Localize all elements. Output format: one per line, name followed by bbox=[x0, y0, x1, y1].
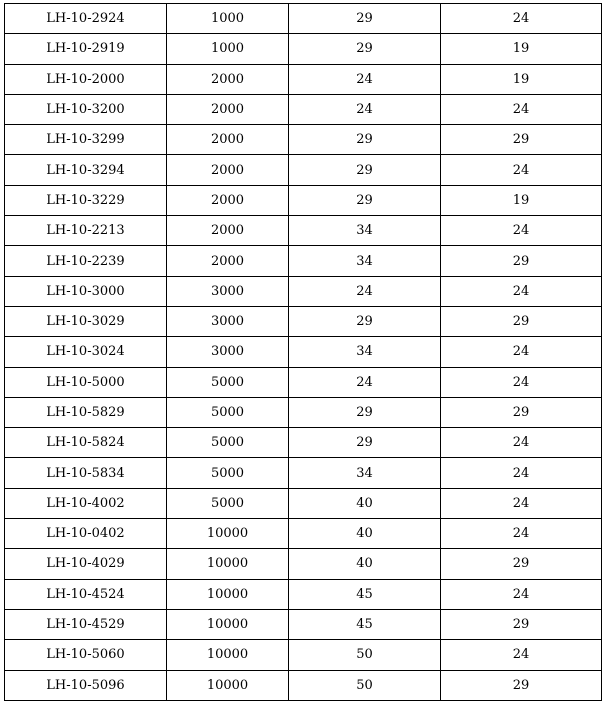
model-cell: LH-10-5096 bbox=[5, 670, 167, 700]
value-a-cell: 2000 bbox=[167, 246, 289, 276]
value-c-cell: 19 bbox=[441, 185, 602, 215]
value-a-cell: 5000 bbox=[167, 458, 289, 488]
value-b-cell: 24 bbox=[289, 367, 441, 397]
table-row bbox=[5, 670, 602, 700]
value-a-cell: 5000 bbox=[167, 488, 289, 518]
value-c-cell: 24 bbox=[441, 367, 602, 397]
value-c-cell: 24 bbox=[441, 428, 602, 458]
value-a-cell: 2000 bbox=[167, 155, 289, 185]
table-row bbox=[5, 4, 602, 34]
table-row bbox=[5, 397, 602, 427]
table-row bbox=[5, 549, 602, 579]
table-row bbox=[5, 246, 602, 276]
value-c-cell: 24 bbox=[441, 4, 602, 34]
value-c-cell: 19 bbox=[441, 64, 602, 94]
value-a-cell: 3000 bbox=[167, 276, 289, 306]
value-b-cell: 24 bbox=[289, 64, 441, 94]
value-a-cell: 5000 bbox=[167, 397, 289, 427]
value-c-cell: 24 bbox=[441, 519, 602, 549]
model-cell: LH-10-3029 bbox=[5, 306, 167, 336]
spec-table bbox=[4, 3, 602, 701]
value-b-cell: 24 bbox=[289, 94, 441, 124]
model-cell: LH-10-3294 bbox=[5, 155, 167, 185]
value-a-cell: 10000 bbox=[167, 549, 289, 579]
model-cell: LH-10-5060 bbox=[5, 640, 167, 670]
value-a-cell: 10000 bbox=[167, 579, 289, 609]
value-b-cell: 40 bbox=[289, 519, 441, 549]
value-c-cell: 29 bbox=[441, 306, 602, 336]
model-cell: LH-10-2239 bbox=[5, 246, 167, 276]
value-a-cell: 2000 bbox=[167, 185, 289, 215]
value-b-cell: 29 bbox=[289, 125, 441, 155]
table-row bbox=[5, 579, 602, 609]
model-cell: LH-10-4029 bbox=[5, 549, 167, 579]
value-c-cell: 29 bbox=[441, 125, 602, 155]
model-cell: LH-10-5000 bbox=[5, 367, 167, 397]
value-a-cell: 2000 bbox=[167, 125, 289, 155]
value-b-cell: 29 bbox=[289, 428, 441, 458]
table-row bbox=[5, 306, 602, 336]
spec-table-container bbox=[4, 3, 602, 701]
model-cell: LH-10-0402 bbox=[5, 519, 167, 549]
value-a-cell: 2000 bbox=[167, 216, 289, 246]
value-c-cell: 24 bbox=[441, 155, 602, 185]
value-c-cell: 24 bbox=[441, 337, 602, 367]
model-cell: LH-10-3000 bbox=[5, 276, 167, 306]
value-b-cell: 34 bbox=[289, 458, 441, 488]
value-a-cell: 2000 bbox=[167, 64, 289, 94]
model-cell: LH-10-4529 bbox=[5, 609, 167, 639]
table-row bbox=[5, 367, 602, 397]
value-b-cell: 29 bbox=[289, 306, 441, 336]
table-row bbox=[5, 428, 602, 458]
value-a-cell: 3000 bbox=[167, 337, 289, 367]
value-a-cell: 2000 bbox=[167, 94, 289, 124]
value-a-cell: 3000 bbox=[167, 306, 289, 336]
model-cell: LH-10-3299 bbox=[5, 125, 167, 155]
value-a-cell: 10000 bbox=[167, 640, 289, 670]
value-b-cell: 29 bbox=[289, 4, 441, 34]
value-c-cell: 24 bbox=[441, 640, 602, 670]
model-cell: LH-10-3200 bbox=[5, 94, 167, 124]
model-cell: LH-10-3024 bbox=[5, 337, 167, 367]
value-c-cell: 24 bbox=[441, 579, 602, 609]
table-row bbox=[5, 216, 602, 246]
value-a-cell: 5000 bbox=[167, 367, 289, 397]
value-c-cell: 24 bbox=[441, 94, 602, 124]
table-row bbox=[5, 640, 602, 670]
model-cell: LH-10-5834 bbox=[5, 458, 167, 488]
value-b-cell: 29 bbox=[289, 397, 441, 427]
table-row bbox=[5, 276, 602, 306]
value-b-cell: 34 bbox=[289, 337, 441, 367]
model-cell: LH-10-4524 bbox=[5, 579, 167, 609]
model-cell: LH-10-5829 bbox=[5, 397, 167, 427]
value-b-cell: 45 bbox=[289, 609, 441, 639]
value-c-cell: 24 bbox=[441, 458, 602, 488]
value-a-cell: 10000 bbox=[167, 519, 289, 549]
value-c-cell: 29 bbox=[441, 246, 602, 276]
value-a-cell: 5000 bbox=[167, 428, 289, 458]
model-cell: LH-10-4002 bbox=[5, 488, 167, 518]
model-cell: LH-10-2000 bbox=[5, 64, 167, 94]
value-b-cell: 29 bbox=[289, 155, 441, 185]
value-b-cell: 29 bbox=[289, 185, 441, 215]
table-row bbox=[5, 94, 602, 124]
value-b-cell: 40 bbox=[289, 549, 441, 579]
value-c-cell: 24 bbox=[441, 216, 602, 246]
model-cell: LH-10-2213 bbox=[5, 216, 167, 246]
model-cell: LH-10-2924 bbox=[5, 4, 167, 34]
value-a-cell: 10000 bbox=[167, 609, 289, 639]
value-c-cell: 29 bbox=[441, 549, 602, 579]
value-b-cell: 24 bbox=[289, 276, 441, 306]
value-c-cell: 29 bbox=[441, 609, 602, 639]
value-b-cell: 40 bbox=[289, 488, 441, 518]
table-row bbox=[5, 185, 602, 215]
value-c-cell: 19 bbox=[441, 34, 602, 64]
table-row bbox=[5, 488, 602, 518]
value-c-cell: 24 bbox=[441, 276, 602, 306]
table-row bbox=[5, 155, 602, 185]
table-row bbox=[5, 125, 602, 155]
value-b-cell: 45 bbox=[289, 579, 441, 609]
spec-table-body bbox=[5, 4, 602, 701]
table-row bbox=[5, 337, 602, 367]
model-cell: LH-10-5824 bbox=[5, 428, 167, 458]
table-row bbox=[5, 34, 602, 64]
value-b-cell: 29 bbox=[289, 34, 441, 64]
value-c-cell: 29 bbox=[441, 670, 602, 700]
model-cell: LH-10-2919 bbox=[5, 34, 167, 64]
value-a-cell: 1000 bbox=[167, 4, 289, 34]
value-c-cell: 29 bbox=[441, 397, 602, 427]
model-cell: LH-10-3229 bbox=[5, 185, 167, 215]
table-row bbox=[5, 458, 602, 488]
value-b-cell: 50 bbox=[289, 670, 441, 700]
value-b-cell: 34 bbox=[289, 246, 441, 276]
value-b-cell: 34 bbox=[289, 216, 441, 246]
table-row bbox=[5, 519, 602, 549]
value-a-cell: 1000 bbox=[167, 34, 289, 64]
table-row bbox=[5, 609, 602, 639]
table-row bbox=[5, 64, 602, 94]
value-a-cell: 10000 bbox=[167, 670, 289, 700]
value-c-cell: 24 bbox=[441, 488, 602, 518]
value-b-cell: 50 bbox=[289, 640, 441, 670]
